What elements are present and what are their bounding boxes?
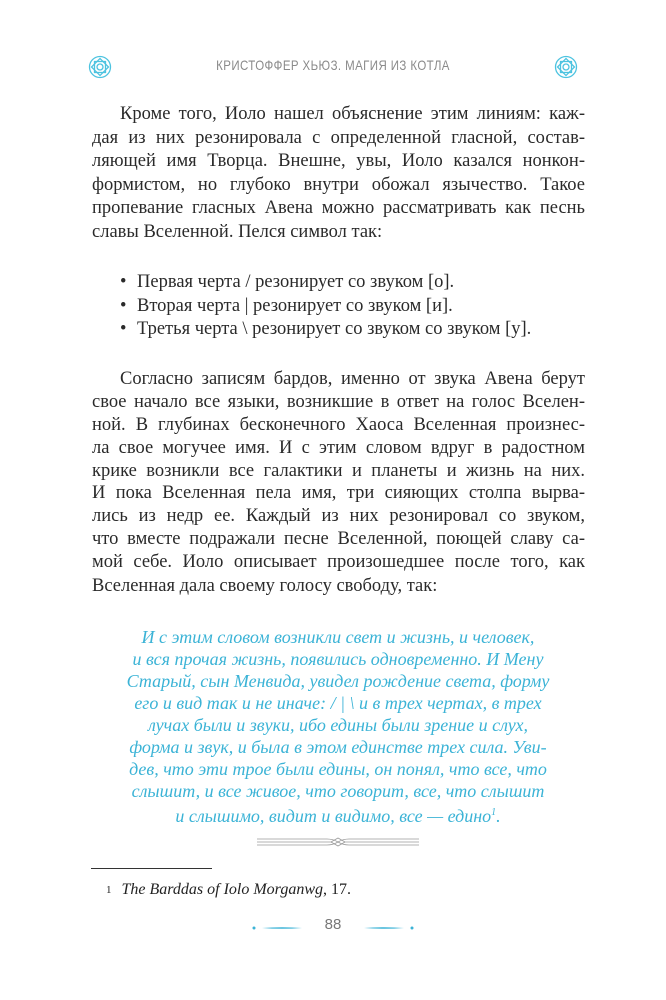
quote-line: форма и звук, и была в этом единстве трех сила. Уви- — [129, 737, 547, 757]
quote-line: Старый, сын Менвида, увидел рождение света, форму — [126, 671, 550, 691]
quote-line: лучах были и звуки, ибо едины были зрение и слух, — [148, 715, 528, 735]
footnote-divider — [91, 868, 212, 869]
text-line: Согласно записям бардов, именно от звука Авена берут — [120, 369, 585, 389]
quote-line: дев, что эти трое были едины, он понял, что все, что — [129, 759, 547, 779]
divider-ornament-icon — [257, 836, 419, 848]
list-item: • Третья черта \ резонирует со звуком со звуком [у]. — [120, 319, 532, 339]
page-number-ornament-right — [362, 926, 414, 930]
quote-line: и слышимо, видит и видимо, все — едино$^1$. — [175, 806, 501, 826]
text-line: Вселенная дала своему голосу свободу, так: — [92, 576, 438, 596]
text-line: крике возникли все галактики и планеты и жизнь на них. — [92, 461, 585, 481]
footnote-ref[interactable]: 1 — [491, 807, 497, 818]
text-line: ляющей имя Творца. Внешне, увы, Иоло казался нонкон- — [92, 151, 585, 171]
text-line: ной. В глубинах бесконечного Хаоса Вселенная произнес- — [92, 415, 585, 435]
list-item: • Первая черта / резонирует со звуком [о]. — [120, 272, 455, 292]
text-line: пропевание гласных Авена можно рассматривать как песнь — [92, 198, 585, 218]
quote-line: И с этим словом возникли свет и жизнь, и человек, — [141, 627, 535, 647]
text-line: Кроме того, Иоло нашел объяснение этим линиям: каж- — [120, 104, 585, 124]
text-line: дая из них резонировала с определенной гласной, состав- — [92, 128, 585, 148]
text-line: свое начало все языки, возникшие в ответ на голос Вселен- — [92, 392, 585, 412]
text-line: славы Вселенной. Пелся символ так: — [92, 222, 383, 242]
text-line: ла свое могучее имя. И с этим словом вдруг в радостном — [92, 438, 585, 458]
footnote: $^1$ The Barddas of Iolo Morganwg, 17. — [106, 881, 351, 898]
text-line: что вместе подражали песне Вселенной, поющей славу са- — [92, 529, 585, 549]
text-line: формистом, но глубоко внутри обожал язычество. Такое — [92, 175, 585, 195]
text-line: И пока Вселенная пела имя, три сияющих столпа вырва- — [92, 483, 585, 503]
quote-line: его и вид так и не иначе: / | \ и в трех чертах, в трех — [134, 693, 542, 713]
celtic-knot-icon — [554, 55, 578, 79]
list-item: • Вторая черта | резонирует со звуком [и]. — [120, 296, 453, 316]
text-line: мой себе. Иоло описывает произошедшее после того, как — [92, 552, 585, 572]
quote-line: и вся прочая жизнь, появились одновременно. И Мену — [132, 649, 544, 669]
quote-line: слышит, и все живое, что говорит, все, что слышит — [131, 781, 545, 801]
page-number: 88 — [324, 916, 342, 933]
text-line: лись из недр ее. Каждый из них резонировал со звуком, — [92, 506, 585, 526]
running-header: КРИСТОФФЕР ХЬЮЗ. МАГИЯ ИЗ КОТЛА — [216, 57, 450, 73]
